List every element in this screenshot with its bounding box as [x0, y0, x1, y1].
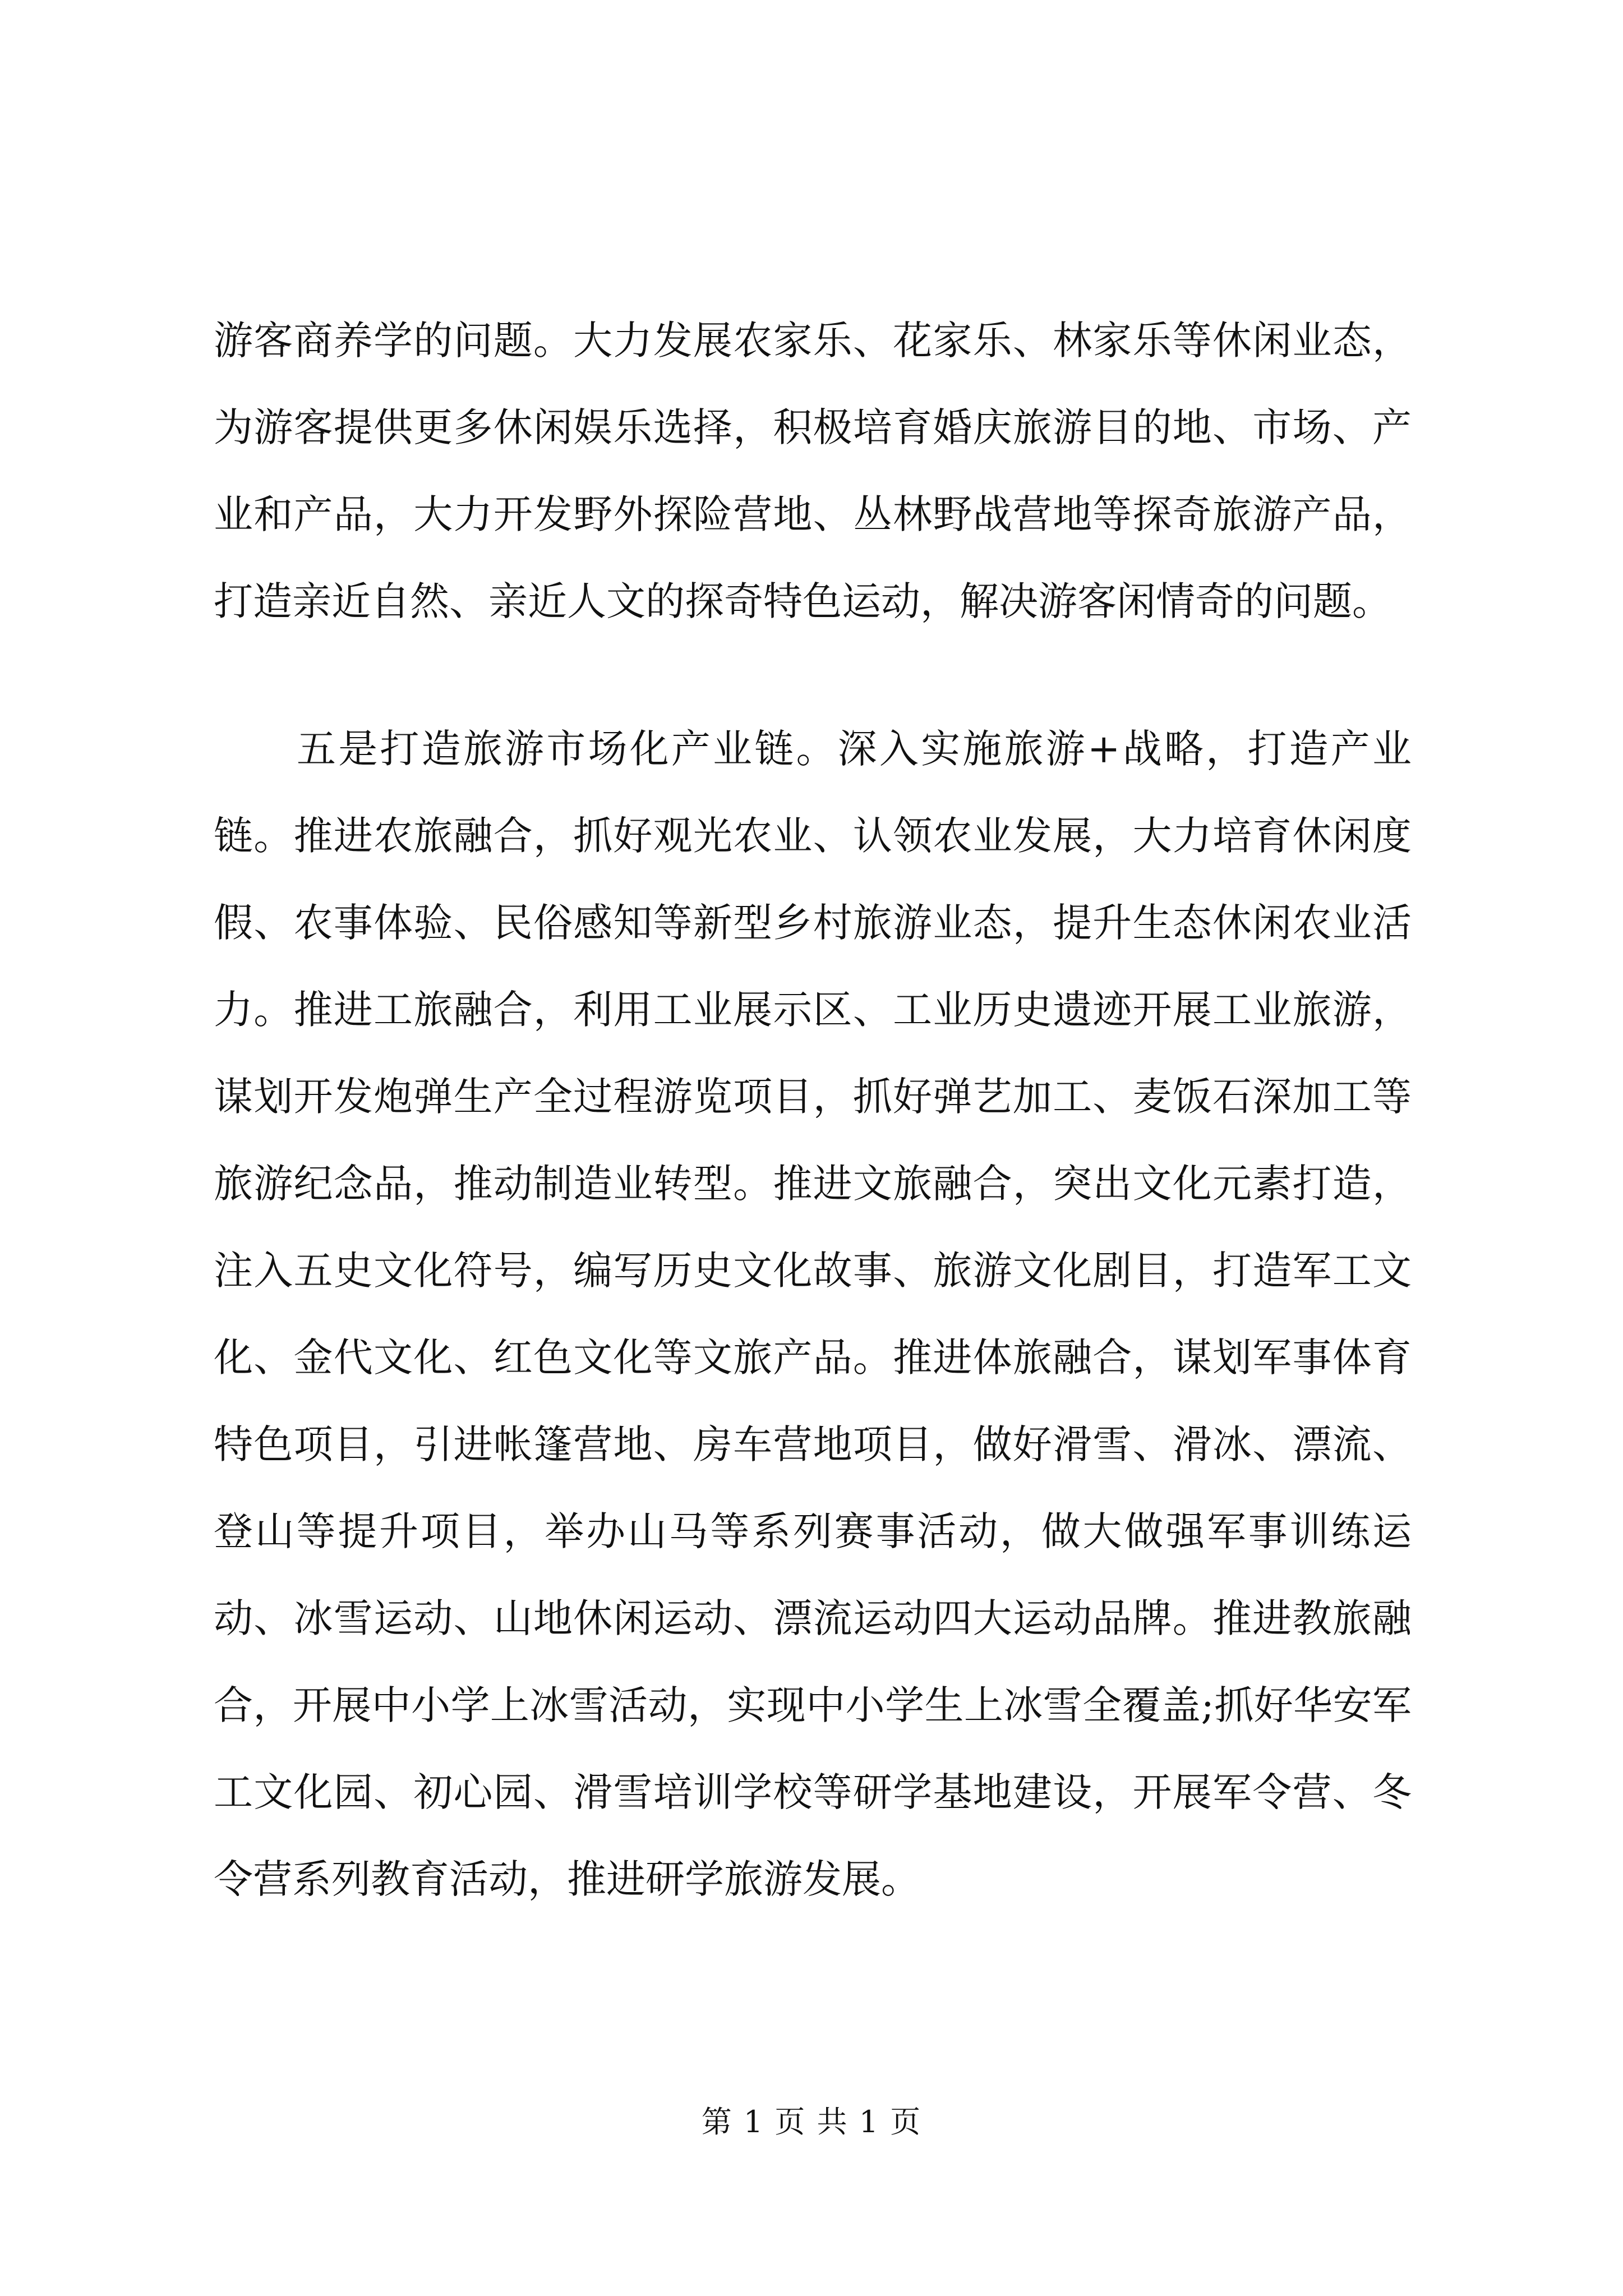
paragraph-industry-chain: 五是打造旅游市场化产业链。深入实施旅游+战略，打造产业链。推进农旅融合，抓好观光农业、认领农业发展，大力培育休闲度假、农事体验、民俗感知等新型乡村旅游业态，提升生态休闲农业活力。推进工旅融合，利用工业展示区、工业历史遗迹开展工业旅游，谋划开发炮弹生产全过程游览项目，抓好弹艺加工、麦饭石深加工等旅游纪念品，推动制造业转型。推进文旅融合，突出文化元素打造，注入五史文化符号，编写历史文化故事、旅游文化剧目，打造军工文化、金代文化、红色文化等文旅产品。推进体旅融合，谋划军事体育特色项目，引进帐篷营地、房车营地项目，做好滑雪、滑冰、漂流、登山等提升项目，举办山马等系列赛事活动，做大做强军事训练运动、冰雪运动、山地休闲运动、漂流运动四大运动品牌。推进教旅融合，开展中小学上冰雪活动，实现中小学生上冰雪全覆盖;抓好华安军工文化园、初心园、滑雪培训学校等研学基地建设，开展军令营、冬令营系列教育活动，推进研学旅游发展。	[214, 726, 1412, 1902]
page-number-footer: 第 1 页 共 1 页	[701, 2104, 922, 2139]
paragraph-continuation: 游客商养学的问题。大力发展农家乐、花家乐、林家乐等休闲业态，为游客提供更多休闲娱乐选择，积极培育婚庆旅游目的地、市场、产业和产品，大力开发野外探险营地、丛林野战营地等探奇旅游产品，打造亲近自然、亲近人文的探奇特色运动，解决游客闲情奇的问题。	[214, 318, 1412, 624]
